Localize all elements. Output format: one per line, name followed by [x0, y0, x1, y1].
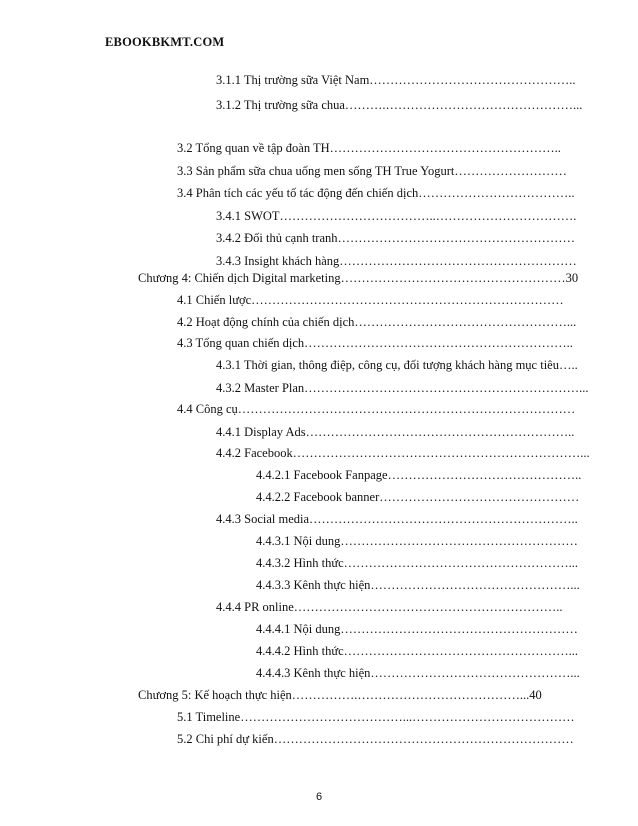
toc-entry-5-2: 5.2 Chi phí dự kiến……………………………………………………………… [177, 732, 574, 746]
toc-entry-3-4: 3.4 Phân tích các yếu tố tác động đến chiến dịch……………………………….. [177, 186, 575, 200]
toc-entry-4-4-2-1: 4.4.2.1 Facebook Fanpage……………………………………….. [256, 468, 582, 482]
toc-entry-4-4-3-1: 4.4.3.1 Nội dung………………………………………………… [256, 534, 578, 548]
toc-entry-chapter-5: Chương 5: Kế hoạch thực hiện…………….…………………………………...40 [138, 688, 542, 702]
toc-entry-4-4-4-2: 4.4.4.2 Hình thức………………………………………………... [256, 644, 579, 658]
toc-entry-3-3: 3.3 Sản phẩm sữa chua uống men sống TH True Yogurt……………………… [177, 164, 567, 178]
toc-entry-4-4-3-2: 4.4.3.2 Hình thức………………………………………………... [256, 556, 579, 570]
toc-entry-4-4-4-1: 4.4.4.1 Nội dung………………………………………………… [256, 622, 578, 636]
toc-entry-4-3-2: 4.3.2 Master Plan…………………………………………………………... [216, 381, 589, 395]
toc-entry-4-4-2-2: 4.4.2.2 Facebook banner………………………………………… [256, 490, 580, 504]
toc-entry-4-4-2: 4.4.2 Facebook……………………………………………………………... [216, 446, 590, 460]
toc-entry-5-1: 5.1 Timeline…………………………………...………………………………… [177, 710, 575, 724]
toc-entry-4-4-4-3: 4.4.4.3 Kênh thực hiện…………………………………………... [256, 666, 580, 680]
toc-entry-4-1: 4.1 Chiến lược………………………………………………………………… [177, 293, 564, 307]
toc-entry-4-4-3-3: 4.4.3.3 Kênh thực hiện…………………………………………... [256, 578, 580, 592]
toc-entry-3-4-2: 3.4.2 Đối thủ cạnh tranh………………………………………………… [216, 231, 576, 245]
toc-entry-3-4-1: 3.4.1 SWOT………………………………..……………………………. [216, 209, 577, 223]
toc-entry-4-2: 4.2 Hoạt động chính của chiến dịch……………………………………………... [177, 315, 577, 329]
toc-entry-4-3: 4.3 Tổng quan chiến dịch……………………………………………………….. [177, 336, 573, 350]
page-number: 6 [315, 791, 323, 803]
toc-entry-3-4-3: 3.4.3 Insight khách hàng………………………………………………… [216, 254, 577, 268]
toc-entry-4-4-3: 4.4.3 Social media……………………………………………………….. [216, 512, 578, 526]
toc-entry-3-1-1: 3.1.1 Thị trường sữa Việt Nam………………………………………….. [216, 73, 576, 87]
toc-entry-4-4: 4.4 Công cụ……………………………………………………………………… [177, 402, 576, 416]
toc-entry-4-4-4: 4.4.4 PR online……………………………………………………….. [216, 600, 563, 614]
toc-entry-4-4-1: 4.4.1 Display Ads……………………………………………………….. [216, 425, 575, 439]
toc-entry-3-2: 3.2 Tổng quan về tập đoàn TH……………………………………………….. [177, 141, 561, 155]
toc-entry-3-1-2: 3.1.2 Thị trường sữa chua……….………………………………………... [216, 98, 583, 112]
toc-entry-4-3-1: 4.3.1 Thời gian, thông điệp, công cụ, đối tượng khách hàng mục tiêu….. [216, 358, 578, 372]
site-header: EBOOKBKMT.COM [105, 35, 225, 49]
toc-entry-chapter-4: Chương 4: Chiến dịch Digital marketing………………………………………………30 [138, 271, 579, 285]
